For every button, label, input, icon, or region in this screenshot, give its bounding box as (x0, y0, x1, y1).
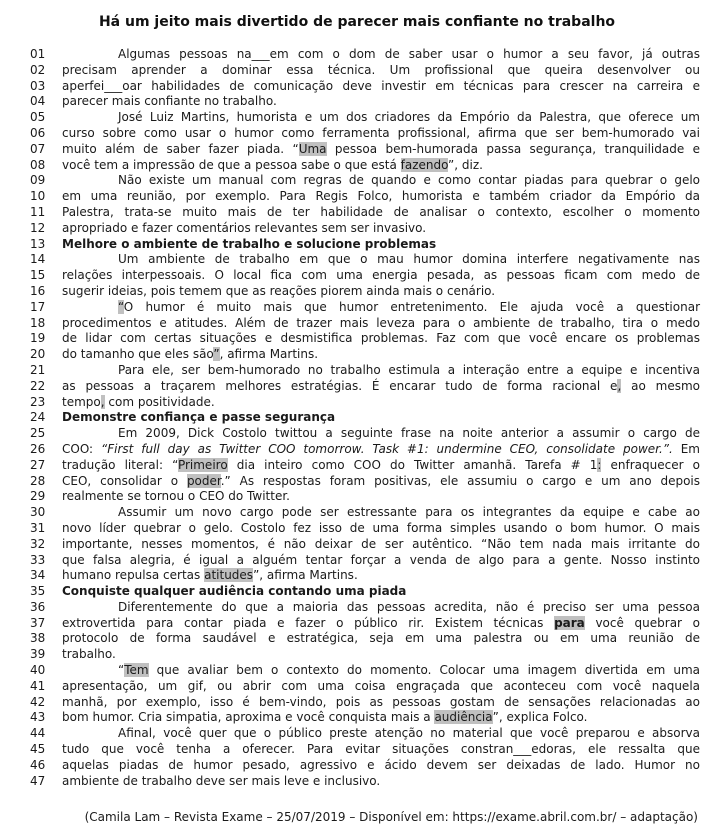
line-text (62, 316, 700, 332)
text-segment: curso sobre como usar o humor como ferramenta profissional, afirma que ser bem-humorado vai (62, 125, 700, 140)
line-number: 14 (30, 252, 46, 267)
line-number: 02 (30, 62, 46, 77)
line-text (62, 395, 700, 411)
line-number: 28 (30, 473, 46, 488)
line-text (62, 442, 700, 458)
text-segment: você quebrar o (584, 615, 700, 630)
text-line (14, 363, 700, 379)
text-line (14, 221, 700, 237)
text-segment: ”, diz. (448, 157, 483, 172)
line-text (62, 410, 700, 426)
line-number: 09 (30, 173, 46, 188)
text-body (14, 47, 700, 799)
text-segment: enfraquecer o (601, 457, 700, 472)
text-line (14, 726, 700, 742)
text-line (14, 663, 700, 679)
text-segment: parecer mais confiante no trabalho. (62, 94, 277, 109)
text-segment: Diferentemente do que a maioria das pessoas acredita, não é preciso ser uma pessoa (118, 599, 700, 614)
text-line (14, 647, 700, 663)
text-segment: ”, explica Folco. (492, 710, 588, 725)
text-segment: do tamanho que eles são (62, 347, 214, 362)
line-text (62, 110, 700, 126)
text-segment: , afirma Martins. (219, 347, 319, 362)
highlighted-text: , (617, 378, 622, 393)
text-line (14, 679, 700, 695)
line-text (62, 379, 700, 395)
text-segment: que avaliar bem o contexto do momento. Colocar uma imagem divertida em uma (148, 663, 700, 678)
line-number: 19 (30, 331, 46, 346)
text-segment: as pessoas a traçarem melhores estratégias. É encarar tudo de forma racional e (62, 378, 618, 393)
text-line (14, 110, 700, 126)
text-segment: Assumir um novo cargo pode ser estressante para os integrantes da equipe e cabe ao (118, 505, 700, 520)
line-number: 10 (30, 189, 46, 204)
text-segment: apresentação, um gif, ou abrir com uma coisa engraçada que aconteceu com você naquela (62, 678, 700, 693)
text-line (14, 379, 700, 395)
line-text (62, 616, 700, 632)
text-line (14, 489, 700, 505)
text-line (14, 63, 700, 79)
line-text (62, 158, 700, 174)
line-text (62, 126, 700, 142)
line-text (62, 426, 700, 442)
text-line (14, 142, 700, 158)
text-line (14, 458, 700, 474)
line-text (62, 710, 700, 726)
text-line (14, 158, 700, 174)
text-line (14, 505, 700, 521)
text-segment: ao mesmo (621, 378, 700, 393)
text-line (14, 695, 700, 711)
text-segment: Um ambiente de trabalho em que o mau humor domina interfere negativamente nas (118, 252, 700, 267)
line-text (62, 189, 700, 205)
text-segment: Palestra, trata-se muito mais de ter habilidade de analisar o contexto, escolher o momento (62, 204, 700, 219)
text-line (14, 331, 700, 347)
line-number: 23 (30, 394, 46, 409)
line-text (62, 695, 700, 711)
line-text (62, 94, 700, 110)
line-number: 43 (30, 710, 46, 725)
text-segment: tradução literal: “ (62, 457, 178, 472)
line-text (62, 63, 700, 79)
text-segment: de lidar com certas situações e desmistifica problemas. Faz com que você encare os problemas (62, 331, 700, 346)
highlighted-text: audiência (434, 710, 493, 725)
line-number: 26 (30, 441, 46, 456)
line-number: 20 (30, 347, 46, 362)
line-number: 21 (30, 362, 46, 377)
text-segment: com positividade. (104, 394, 215, 409)
text-segment: humano repulsa certas (62, 568, 205, 583)
text-segment: “First full day as Twitter COO tomorrow. Task #1: undermine CEO, consolidate power.”. (101, 441, 673, 456)
text-line (14, 173, 700, 189)
line-text (62, 663, 700, 679)
text-line (14, 710, 700, 726)
line-text (62, 284, 700, 300)
line-number: 29 (30, 489, 46, 504)
line-number: 12 (30, 220, 46, 235)
text-line (14, 537, 700, 553)
line-text (62, 521, 700, 537)
line-number: 27 (30, 457, 46, 472)
line-text (62, 142, 700, 158)
highlighted-text: : (597, 457, 602, 472)
line-text (62, 47, 700, 63)
text-line (14, 284, 700, 300)
text-line (14, 631, 700, 647)
line-number: 32 (30, 536, 46, 551)
text-line (14, 474, 700, 490)
line-number: 46 (30, 757, 46, 772)
text-line (14, 742, 700, 758)
line-number: 16 (30, 283, 46, 298)
section-heading-line (14, 584, 700, 600)
text-line (14, 268, 700, 284)
line-text (62, 774, 700, 790)
highlighted-text: atitudes (204, 568, 254, 583)
line-number: 31 (30, 520, 46, 535)
text-segment: relações interpessoais. O local fica com uma energia pesada, as pessoas ficam com medo de (62, 268, 700, 283)
line-text (62, 331, 700, 347)
text-segment: dia inteiro como COO do Twitter amanhã. Tarefa # 1 (227, 457, 598, 472)
line-number: 06 (30, 125, 46, 140)
line-number: 18 (30, 315, 46, 330)
line-number: 03 (30, 78, 46, 93)
line-text (62, 237, 700, 253)
line-number: 44 (30, 726, 46, 741)
line-text (62, 631, 700, 647)
line-text (62, 363, 700, 379)
line-text (62, 79, 700, 95)
highlighted-text: , (100, 394, 105, 409)
line-number: 17 (30, 299, 46, 314)
line-number: 05 (30, 110, 46, 125)
line-number: 15 (30, 268, 46, 283)
line-number: 35 (30, 584, 46, 599)
text-segment: bom humor. Cria simpatia, aproxima e você conquista mais a (62, 710, 435, 725)
line-number: 22 (30, 378, 46, 393)
line-text (62, 252, 700, 268)
text-segment: Melhore o ambiente de trabalho e solucione problemas (62, 236, 437, 251)
text-line (14, 600, 700, 616)
line-text (62, 742, 700, 758)
text-segment: precisam aprender a dominar essa técnica. Um profissional que queira desenvolver ou (62, 62, 700, 77)
line-number: 42 (30, 694, 46, 709)
text-segment: muito além de saber fazer piada. “ (62, 141, 299, 156)
text-segment: importante, nesses momentos, é não deixar de ser autêntico. “Não tem nada mais irritante do (62, 536, 700, 551)
text-segment: Algumas pessoas na___em com o dom de saber usar o humor a seu favor, já outras (118, 47, 700, 61)
text-segment: aquelas piadas de humor pesado, agressivo e ácido devem ser deixadas de lado. Humor no (62, 757, 700, 772)
text-segment: apropriado e fazer comentários relevantes sem ser invasivo. (62, 220, 427, 235)
text-segment: Para ele, ser bem-humorado no trabalho estimula a interação entre a equipe e incentiva (118, 362, 700, 377)
text-line (14, 316, 700, 332)
text-line (14, 774, 700, 790)
text-segment: Não existe um manual com regras de quando e como contar piadas para quebrar o gelo (118, 173, 700, 188)
highlighted-text: Primeiro (177, 457, 228, 472)
text-segment: Demonstre confiança e passe segurança (62, 410, 336, 425)
text-segment: CEO, consolidar o (62, 473, 187, 488)
text-segment: Afinal, você quer que o público preste atenção no material que você preparou e absorva (118, 726, 700, 741)
highlighted-text: fazendo (400, 157, 449, 172)
page-title: Há um jeito mais divertido de parecer mais confiante no trabalho (98, 14, 616, 30)
line-text (62, 568, 700, 584)
text-line (14, 426, 700, 442)
text-line (14, 189, 700, 205)
text-segment: .” As respostas foram positivas, ele assumiu o cargo e um ano depois (220, 473, 701, 488)
text-line (14, 205, 700, 221)
line-text (62, 221, 700, 237)
line-number: 08 (30, 157, 46, 172)
text-segment: pessoa bem-humorada passa segurança, tranquilidade e (326, 141, 700, 156)
text-line (14, 252, 700, 268)
text-line (14, 94, 700, 110)
text-line (14, 79, 700, 95)
line-number: 01 (30, 47, 46, 61)
line-number: 24 (30, 410, 46, 425)
text-segment: ”, afirma Martins. (253, 568, 358, 583)
highlighted-text: ” (213, 347, 220, 362)
line-text (62, 537, 700, 553)
line-text (62, 584, 700, 600)
text-segment: que falsa alegria, é igual a alguém tentar forçar a venda de algo para a gente. Nosso instinto (62, 552, 700, 567)
text-segment: ambiente de trabalho deve ser mais leve e inclusivo. (62, 773, 381, 788)
text-segment: realmente se tornou o CEO do Twitter. (62, 489, 290, 504)
line-number: 47 (30, 773, 46, 788)
text-line (14, 568, 700, 584)
text-segment: procedimentos e atitudes. Além de trazer mais leveza para o ambiente de trabalho, tira o medo (62, 315, 700, 330)
line-number: 34 (30, 568, 46, 583)
line-text (62, 758, 700, 774)
highlighted-text: Tem (124, 663, 149, 678)
text-segment: protocolo de forma saudável e estratégica, seja em uma palestra ou em uma reunião de (62, 631, 700, 646)
text-segment: tudo que você tenha a oferecer. Para evitar situações constran___edoras, ele ressalta que (62, 742, 700, 757)
text-segment: novo líder quebrar o gelo. Costolo fez isso de uma forma simples usando o bom humor. O mais (62, 520, 700, 535)
text-segment: Em 2009, Dick Costolo twittou a seguinte frase na noite anterior a assumir o cargo de (118, 426, 700, 441)
line-number: 11 (30, 204, 46, 219)
source-citation: (Camila Lam – Revista Exame – 25/07/2019 – Disponível em: https://exame.abril.com.br/ – adaptação) (84, 810, 698, 824)
line-number: 45 (30, 742, 46, 757)
text-line (14, 553, 700, 569)
line-number: 36 (30, 599, 46, 614)
highlighted-text: para (554, 615, 585, 630)
line-text (62, 173, 700, 189)
line-text (62, 474, 700, 490)
line-number: 37 (30, 615, 46, 630)
line-number: 04 (30, 94, 46, 109)
text-segment: tempo (62, 394, 101, 409)
text-segment: trabalho. (62, 647, 116, 662)
text-segment: manhã, por exemplo, isso é bem-vindo, pois as pessoas gostam de sensações relacionadas ao (62, 694, 700, 709)
text-line (14, 126, 700, 142)
text-segment: extrovertida para contar piada e fazer o público rir. Existem técnicas (62, 615, 555, 630)
text-line (14, 300, 700, 316)
line-text (62, 205, 700, 221)
highlighted-text: poder (186, 473, 221, 488)
line-text (62, 458, 700, 474)
text-segment: sugerir ideias, pois temem que as reações piorem ainda mais o cenário. (62, 283, 496, 298)
text-segment: O humor é muito mais que humor entretenimento. Ele ajuda você a questionar (123, 299, 700, 314)
line-number: 13 (30, 236, 46, 251)
text-line (14, 616, 700, 632)
text-line (14, 47, 700, 63)
highlighted-text: “ (118, 299, 124, 314)
line-number: 40 (30, 663, 46, 678)
text-segment: “ (118, 663, 125, 678)
line-number: 41 (30, 678, 46, 693)
line-text (62, 553, 700, 569)
text-segment: Conquiste qualquer audiência contando uma piada (62, 584, 407, 599)
text-line (14, 395, 700, 411)
line-text (62, 489, 700, 505)
text-segment: aperfei___oar habilidades de comunicação deve investir em técnicas para crescer na carreira e (62, 78, 700, 93)
line-text (62, 647, 700, 663)
text-segment: em uma reunião, por exemplo. Para Regis Folco, humorista e também criador da Empório da (62, 189, 700, 204)
text-segment: Em (672, 441, 700, 456)
line-number: 30 (30, 505, 46, 520)
line-text (62, 726, 700, 742)
text-segment: José Luiz Martins, humorista e um dos criadores da Empório da Palestra, que oferece um (118, 110, 700, 125)
text-line (14, 758, 700, 774)
text-line (14, 347, 700, 363)
section-heading-line (14, 237, 700, 253)
text-segment: você tem a impressão de que a pessoa sabe o que está (62, 157, 401, 172)
line-text (62, 505, 700, 521)
line-number: 25 (30, 426, 46, 441)
section-heading-line (14, 410, 700, 426)
text-segment: COO: (62, 441, 101, 456)
line-text (62, 600, 700, 616)
line-text (62, 347, 700, 363)
line-number: 38 (30, 631, 46, 646)
line-number: 07 (30, 141, 46, 156)
line-text (62, 679, 700, 695)
highlighted-text: Uma (298, 141, 327, 156)
text-line (14, 521, 700, 537)
line-number: 33 (30, 552, 46, 567)
text-line (14, 442, 700, 458)
line-text (62, 268, 700, 284)
line-number: 39 (30, 647, 46, 662)
line-text (62, 300, 700, 316)
